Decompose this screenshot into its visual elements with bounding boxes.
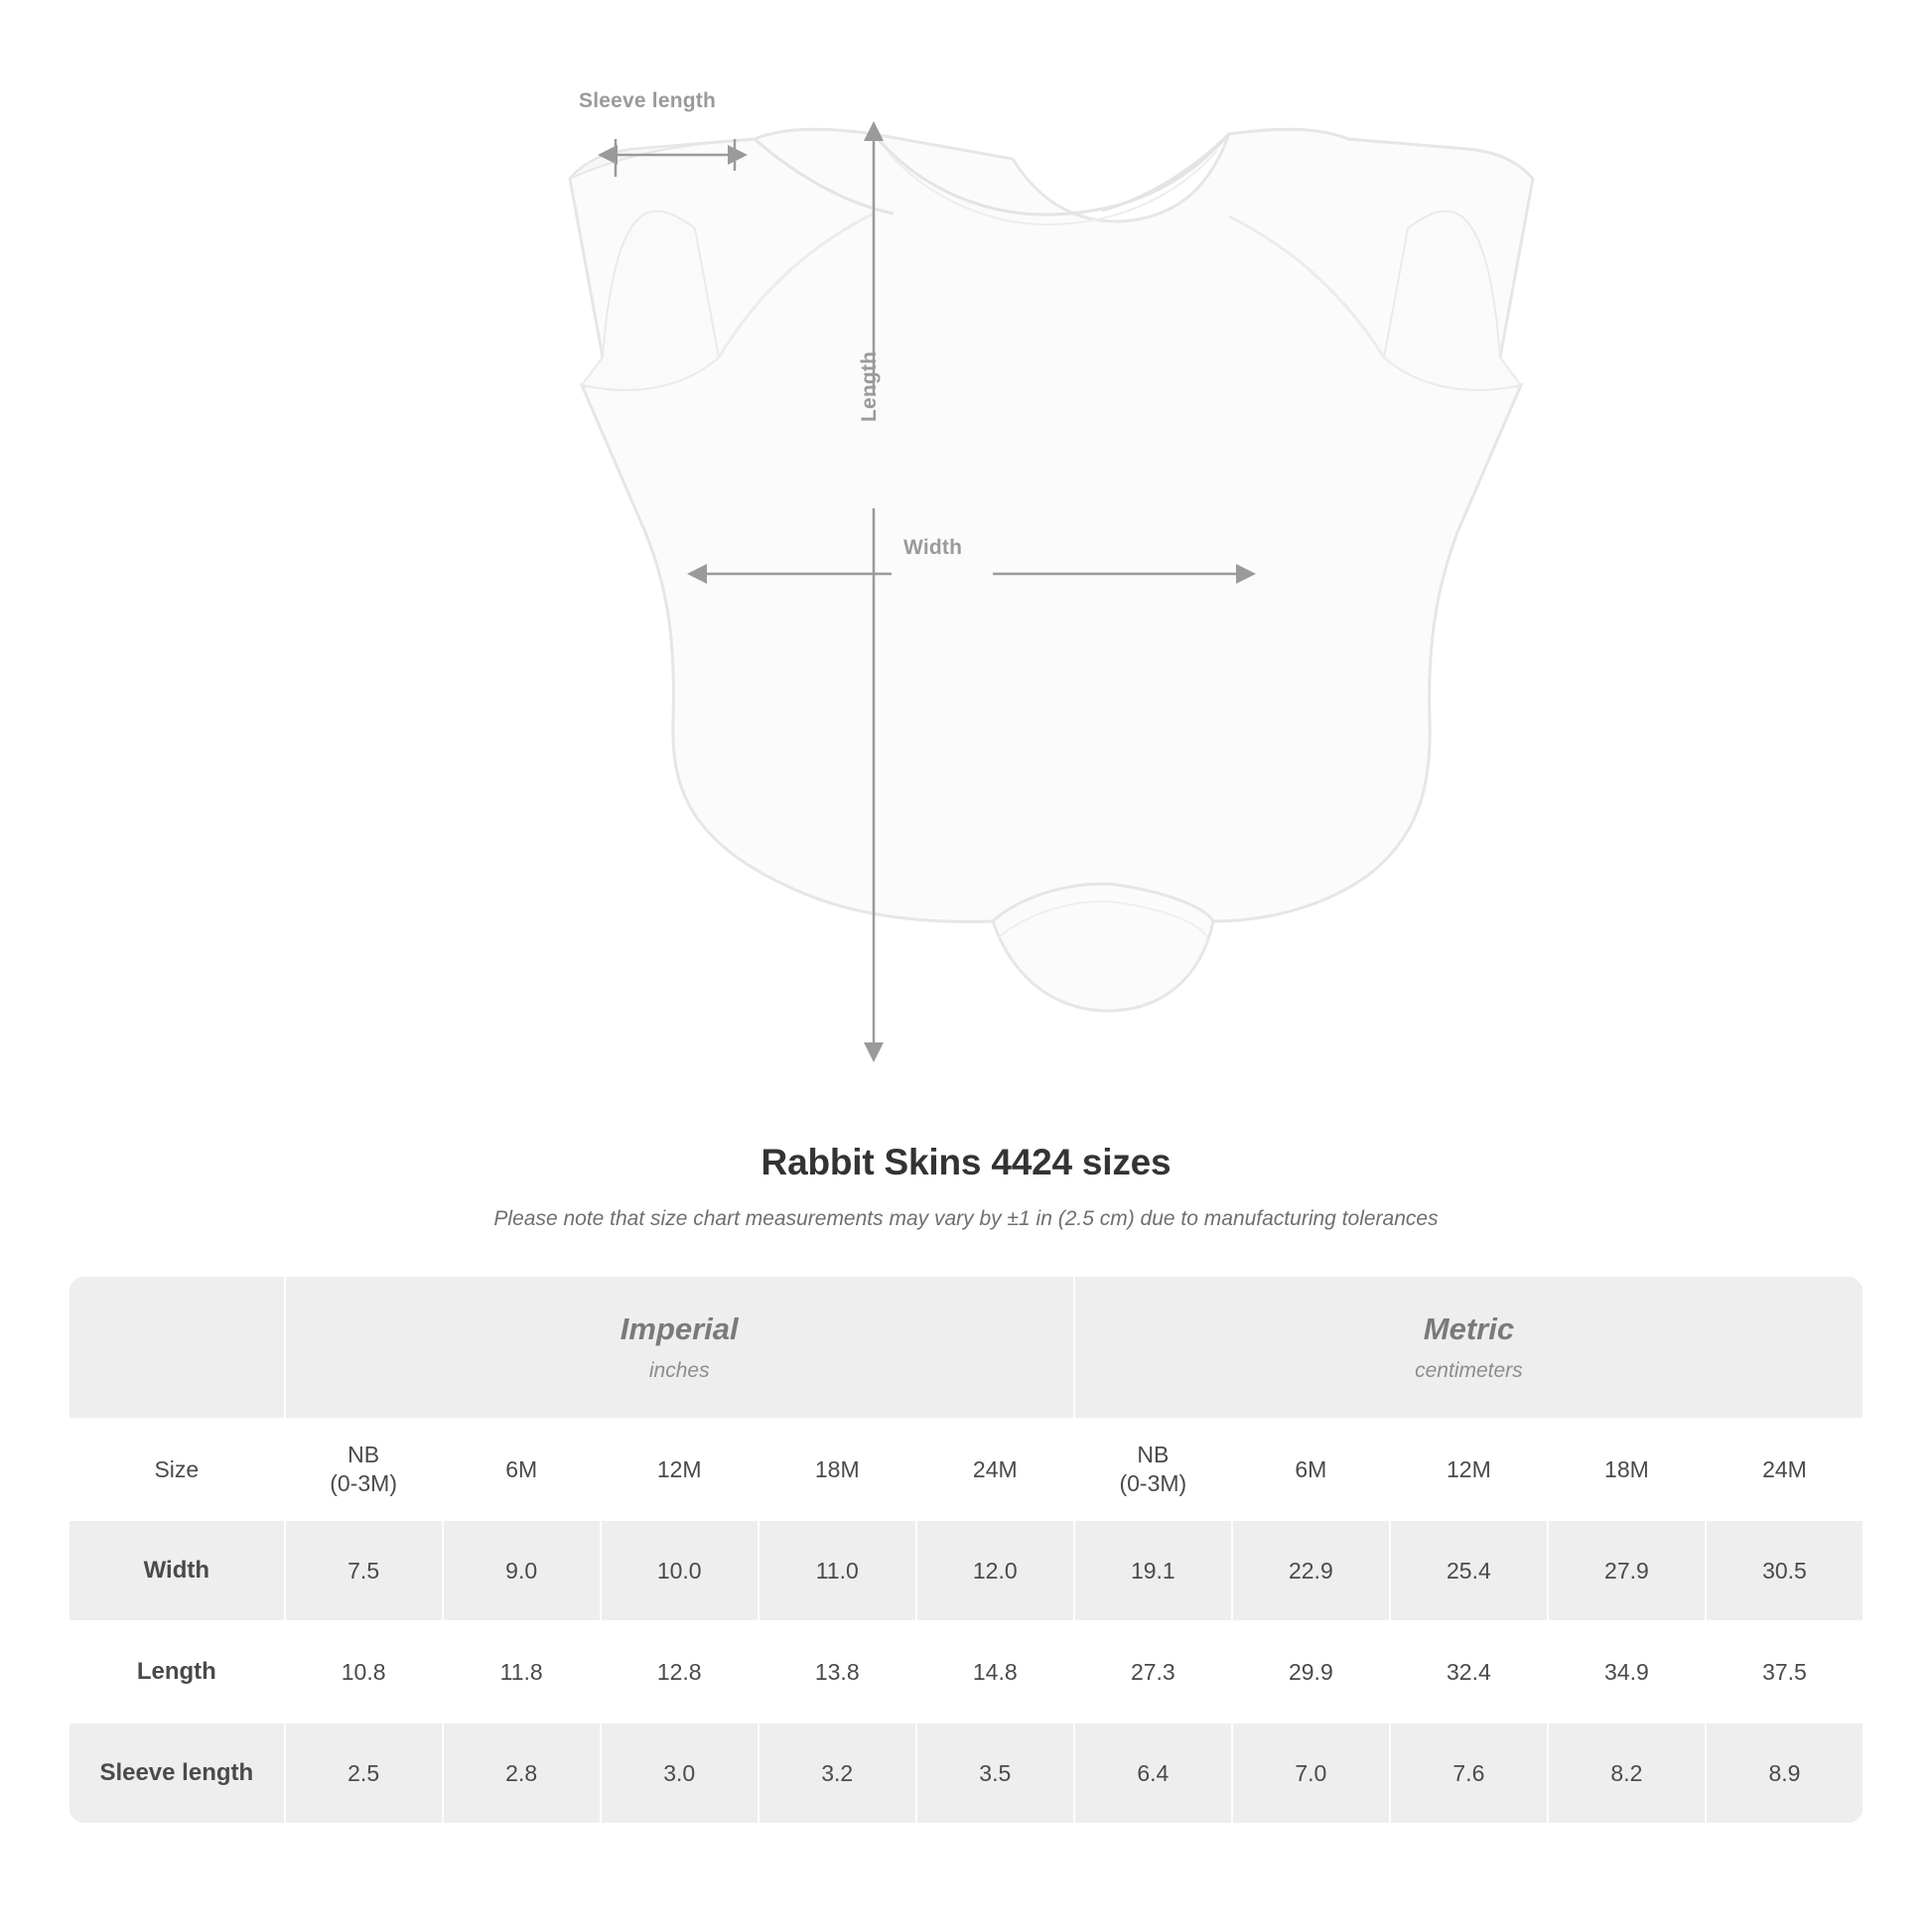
cell-width-imperial-6m: 9.0 [443, 1520, 601, 1621]
size-table [68, 1275, 1864, 1825]
unit-title-imperial: Imperial [620, 1311, 739, 1346]
col-head-imperial-12m: 12M [601, 1419, 759, 1520]
col-head-line2: (0-3M) [330, 1470, 397, 1496]
unit-header-blank [69, 1276, 285, 1419]
col-head-line1: NB [1137, 1442, 1170, 1468]
cell-width-imperial-24m: 12.0 [916, 1520, 1074, 1621]
cell-width-metric-12m: 25.4 [1390, 1520, 1548, 1621]
cell-length-imperial-12m: 12.8 [601, 1621, 759, 1723]
cell-width-metric-18m: 27.9 [1548, 1520, 1706, 1621]
table-row [69, 1723, 1863, 1824]
unit-sub-imperial: inches [648, 1359, 710, 1382]
width-label: Width [903, 536, 963, 559]
cell-length-metric-18m: 34.9 [1548, 1621, 1706, 1723]
unit-header-metric [1074, 1276, 1863, 1419]
bodysuit-shape [570, 129, 1533, 1011]
cell-sleeve-metric-18m: 8.2 [1548, 1723, 1706, 1824]
col-head-metric-24m: 24M [1706, 1419, 1863, 1520]
row-label-width: Width [69, 1520, 285, 1621]
cell-length-metric-12m: 32.4 [1390, 1621, 1548, 1723]
col-head-metric-18m: 18M [1548, 1419, 1706, 1520]
col-head-imperial-nb [285, 1419, 443, 1520]
unit-title-metric: Metric [1423, 1311, 1515, 1346]
cell-length-metric-6m: 29.9 [1232, 1621, 1390, 1723]
table-row [69, 1520, 1863, 1621]
col-head-imperial-18m: 18M [759, 1419, 916, 1520]
cell-sleeve-imperial-24m: 3.5 [916, 1723, 1074, 1824]
col-head-metric-6m: 6M [1232, 1419, 1390, 1520]
cell-sleeve-metric-24m: 8.9 [1706, 1723, 1863, 1824]
cell-width-metric-6m: 22.9 [1232, 1520, 1390, 1621]
col-head-imperial-24m: 24M [916, 1419, 1074, 1520]
cell-length-imperial-6m: 11.8 [443, 1621, 601, 1723]
size-header: Size [69, 1419, 285, 1520]
cell-width-imperial-12m: 10.0 [601, 1520, 759, 1621]
row-label-sleeve-length: Sleeve length [69, 1723, 285, 1824]
cell-sleeve-imperial-nb: 2.5 [285, 1723, 443, 1824]
cell-width-metric-24m: 30.5 [1706, 1520, 1863, 1621]
cell-length-metric-24m: 37.5 [1706, 1621, 1863, 1723]
cell-sleeve-imperial-12m: 3.0 [601, 1723, 759, 1824]
cell-width-imperial-18m: 11.0 [759, 1520, 916, 1621]
cell-sleeve-imperial-18m: 3.2 [759, 1723, 916, 1824]
table-row [69, 1621, 1863, 1723]
cell-length-imperial-18m: 13.8 [759, 1621, 916, 1723]
title-block [0, 1142, 1932, 1231]
unit-header-imperial [285, 1276, 1074, 1419]
column-header-row [69, 1419, 1863, 1520]
cell-sleeve-metric-12m: 7.6 [1390, 1723, 1548, 1824]
col-head-metric-nb [1074, 1419, 1232, 1520]
col-head-line1: NB [347, 1442, 380, 1468]
col-head-metric-12m: 12M [1390, 1419, 1548, 1520]
unit-header-row [69, 1276, 1863, 1419]
cell-length-imperial-24m: 14.8 [916, 1621, 1074, 1723]
col-head-imperial-6m: 6M [443, 1419, 601, 1520]
cell-sleeve-metric-6m: 7.0 [1232, 1723, 1390, 1824]
size-table-wrapper [68, 1275, 1864, 1825]
sleeve-length-label: Sleeve length [579, 89, 716, 112]
cell-width-metric-nb: 19.1 [1074, 1520, 1232, 1621]
length-label: Length [858, 350, 881, 422]
row-label-length: Length [69, 1621, 285, 1723]
cell-sleeve-imperial-6m: 2.8 [443, 1723, 601, 1824]
cell-length-imperial-nb: 10.8 [285, 1621, 443, 1723]
unit-sub-metric: centimeters [1415, 1359, 1523, 1382]
cell-sleeve-metric-nb: 6.4 [1074, 1723, 1232, 1824]
page-subtitle: Please note that size chart measurements may vary by ±1 in (2.5 cm) due to manufacturing tolerances [493, 1207, 1439, 1230]
cell-length-metric-nb: 27.3 [1074, 1621, 1232, 1723]
page-title: Rabbit Skins 4424 sizes [760, 1142, 1172, 1182]
col-head-line2: (0-3M) [1119, 1470, 1187, 1496]
cell-width-imperial-nb: 7.5 [285, 1520, 443, 1621]
